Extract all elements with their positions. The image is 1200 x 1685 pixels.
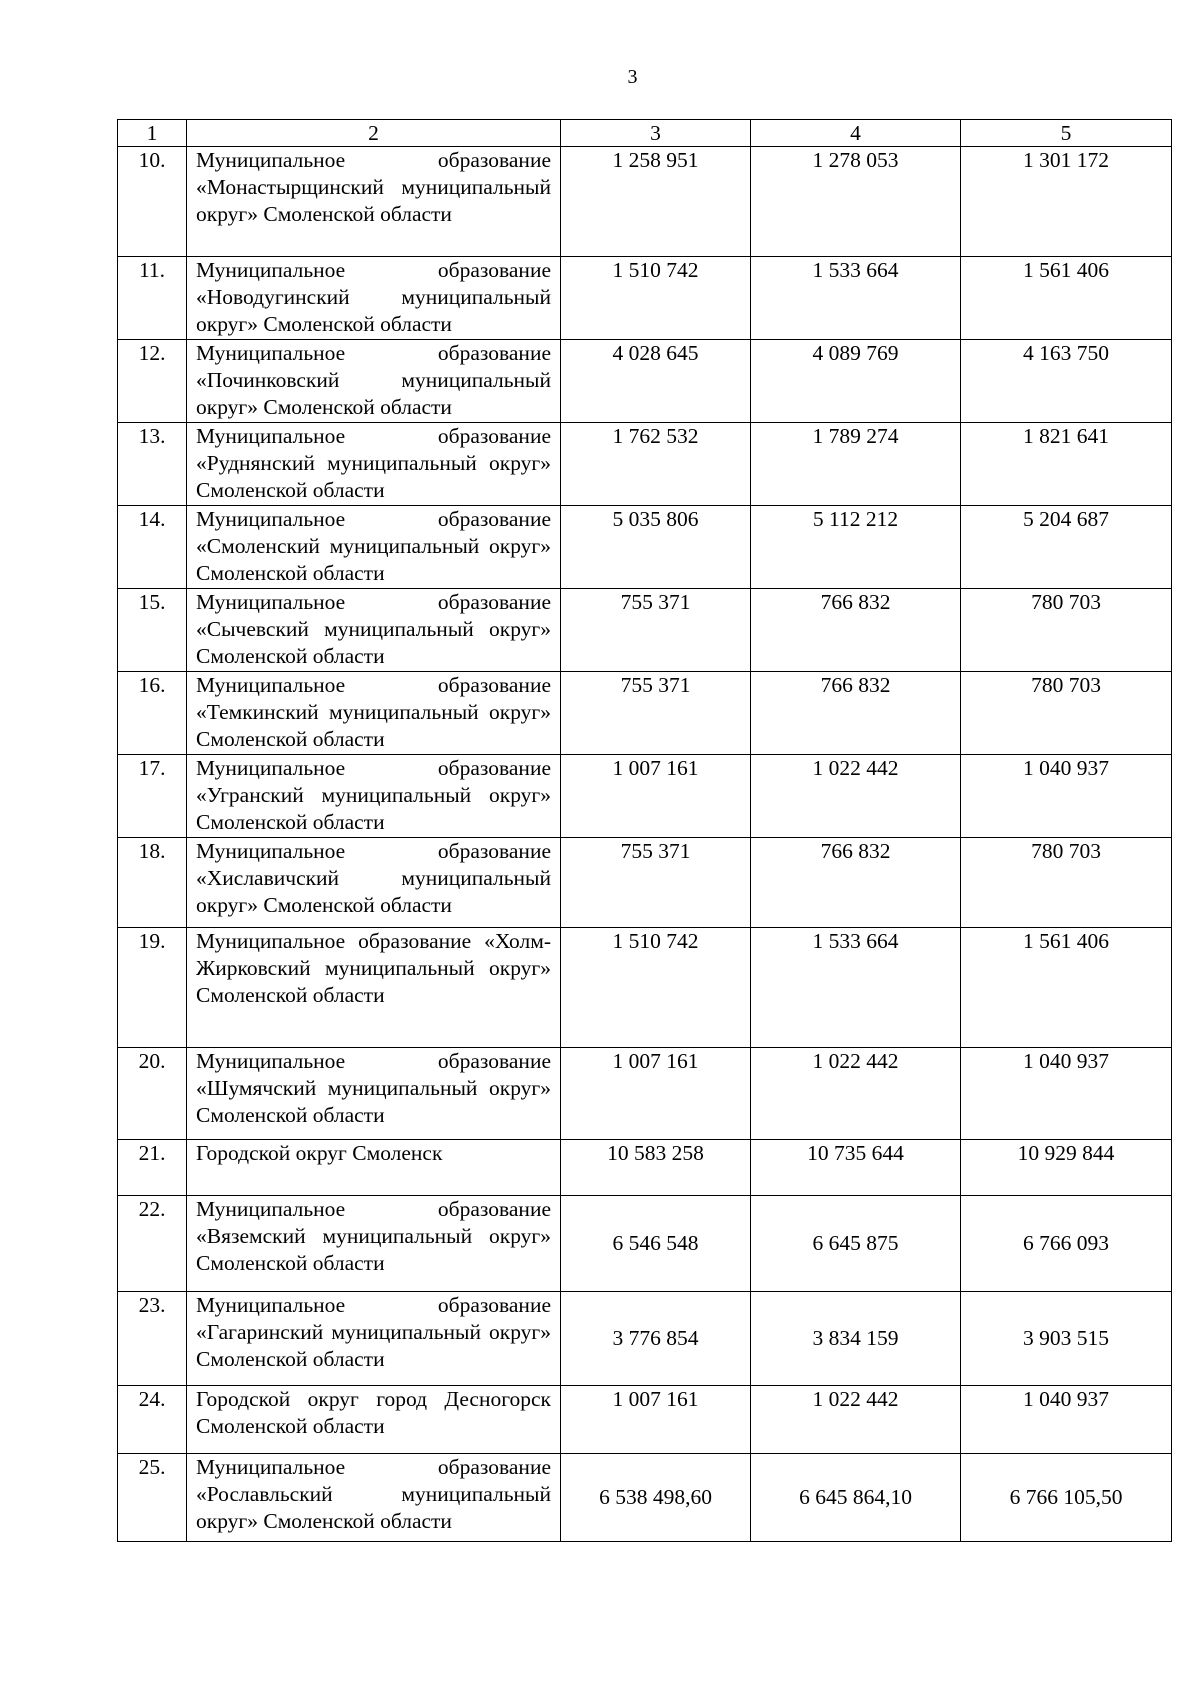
value-col5: 6 766 105,50 [961, 1454, 1172, 1542]
row-number: 25. [118, 1454, 187, 1542]
page-number: 3 [627, 66, 638, 88]
row-number: 12. [118, 340, 187, 423]
table-row [118, 1196, 1172, 1292]
value-col4: 766 832 [751, 589, 961, 672]
value-col4: 4 089 769 [751, 340, 961, 423]
table-row [118, 672, 1172, 755]
value-col3: 10 583 258 [561, 1140, 751, 1196]
value-col5: 4 163 750 [961, 340, 1172, 423]
value-col3: 1 007 161 [561, 1386, 751, 1454]
municipality-name: Муниципальное образование «Вяземский муниципальный округ» Смоленской области [187, 1196, 561, 1292]
value-col3: 1 007 161 [561, 755, 751, 838]
municipality-name: Городской округ Смоленск [187, 1140, 561, 1196]
table-row [118, 1048, 1172, 1140]
value-col3: 5 035 806 [561, 506, 751, 589]
table-row [118, 589, 1172, 672]
row-number: 11. [118, 257, 187, 340]
value-col3: 755 371 [561, 589, 751, 672]
table-row [118, 928, 1172, 1048]
value-col3: 6 538 498,60 [561, 1454, 751, 1542]
value-col5: 780 703 [961, 838, 1172, 928]
value-col5: 780 703 [961, 589, 1172, 672]
row-number: 15. [118, 589, 187, 672]
municipality-name: Муниципальное образование «Холм-Жирковский муниципальный округ» Смоленской области [187, 928, 561, 1048]
column-header-3: 3 [561, 120, 751, 147]
value-col4: 1 789 274 [751, 423, 961, 506]
value-col4: 1 533 664 [751, 928, 961, 1048]
row-number: 23. [118, 1292, 187, 1386]
value-col5: 1 301 172 [961, 147, 1172, 257]
header-row [118, 120, 1172, 147]
value-col3: 755 371 [561, 838, 751, 928]
municipality-name: Муниципальное образование «Новодугинский муниципальный округ» Смоленской области [187, 257, 561, 340]
municipality-name: Муниципальное образование «Темкинский муниципальный округ» Смоленской области [187, 672, 561, 755]
value-col4: 1 022 442 [751, 1386, 961, 1454]
municipality-name: Муниципальное образование «Руднянский муниципальный округ» Смоленской области [187, 423, 561, 506]
value-col3: 6 546 548 [561, 1196, 751, 1292]
table-header [118, 120, 1172, 147]
value-col4: 1 022 442 [751, 1048, 961, 1140]
table-row [118, 147, 1172, 257]
value-col3: 1 510 742 [561, 257, 751, 340]
municipality-name: Муниципальное образование «Смоленский муниципальный округ» Смоленской области [187, 506, 561, 589]
value-col4: 6 645 864,10 [751, 1454, 961, 1542]
row-number: 20. [118, 1048, 187, 1140]
column-header-4: 4 [751, 120, 961, 147]
row-number: 17. [118, 755, 187, 838]
column-header-2: 2 [187, 120, 561, 147]
value-col5: 1 040 937 [961, 1048, 1172, 1140]
value-col4: 1 022 442 [751, 755, 961, 838]
row-number: 19. [118, 928, 187, 1048]
municipality-name: Городской округ город Десногорск Смоленской области [187, 1386, 561, 1454]
value-col5: 1 561 406 [961, 928, 1172, 1048]
municipality-name: Муниципальное образование «Угранский муниципальный округ» Смоленской области [187, 755, 561, 838]
value-col5: 1 821 641 [961, 423, 1172, 506]
column-header-5: 5 [961, 120, 1172, 147]
value-col4: 1 533 664 [751, 257, 961, 340]
value-col3: 1 762 532 [561, 423, 751, 506]
table-row [118, 506, 1172, 589]
table-row [118, 755, 1172, 838]
value-col3: 1 007 161 [561, 1048, 751, 1140]
municipality-name: Муниципальное образование «Рославльский муниципальный округ» Смоленской области [187, 1454, 561, 1542]
table-row [118, 423, 1172, 506]
value-col4: 10 735 644 [751, 1140, 961, 1196]
table-row [118, 1454, 1172, 1542]
value-col4: 1 278 053 [751, 147, 961, 257]
table-row [118, 257, 1172, 340]
value-col5: 1 561 406 [961, 257, 1172, 340]
row-number: 22. [118, 1196, 187, 1292]
municipality-name: Муниципальное образование «Гагаринский муниципальный округ» Смоленской области [187, 1292, 561, 1386]
row-number: 21. [118, 1140, 187, 1196]
table-row [118, 340, 1172, 423]
row-number: 10. [118, 147, 187, 257]
value-col4: 5 112 212 [751, 506, 961, 589]
value-col5: 5 204 687 [961, 506, 1172, 589]
value-col5: 1 040 937 [961, 1386, 1172, 1454]
value-col5: 10 929 844 [961, 1140, 1172, 1196]
table-body [118, 147, 1172, 1542]
value-col5: 1 040 937 [961, 755, 1172, 838]
value-col5: 3 903 515 [961, 1292, 1172, 1386]
table-row [118, 1292, 1172, 1386]
municipality-name: Муниципальное образование «Монастырщинский муниципальный округ» Смоленской области [187, 147, 561, 257]
row-number: 16. [118, 672, 187, 755]
row-number: 18. [118, 838, 187, 928]
municipality-name: Муниципальное образование «Шумячский муниципальный округ» Смоленской области [187, 1048, 561, 1140]
value-col5: 780 703 [961, 672, 1172, 755]
value-col3: 1 510 742 [561, 928, 751, 1048]
value-col4: 766 832 [751, 672, 961, 755]
value-col4: 3 834 159 [751, 1292, 961, 1386]
row-number: 24. [118, 1386, 187, 1454]
municipality-name: Муниципальное образование «Хиславичский муниципальный округ» Смоленской области [187, 838, 561, 928]
value-col3: 1 258 951 [561, 147, 751, 257]
municipality-name: Муниципальное образование «Сычевский муниципальный округ» Смоленской области [187, 589, 561, 672]
column-header-1: 1 [118, 120, 187, 147]
table-row [118, 1140, 1172, 1196]
municipality-name: Муниципальное образование «Починковский муниципальный округ» Смоленской области [187, 340, 561, 423]
row-number: 13. [118, 423, 187, 506]
value-col3: 3 776 854 [561, 1292, 751, 1386]
value-col4: 6 645 875 [751, 1196, 961, 1292]
value-col3: 755 371 [561, 672, 751, 755]
value-col3: 4 028 645 [561, 340, 751, 423]
table-row [118, 838, 1172, 928]
value-col5: 6 766 093 [961, 1196, 1172, 1292]
table-row [118, 1386, 1172, 1454]
value-col4: 766 832 [751, 838, 961, 928]
allocation-table [117, 119, 1172, 1542]
row-number: 14. [118, 506, 187, 589]
